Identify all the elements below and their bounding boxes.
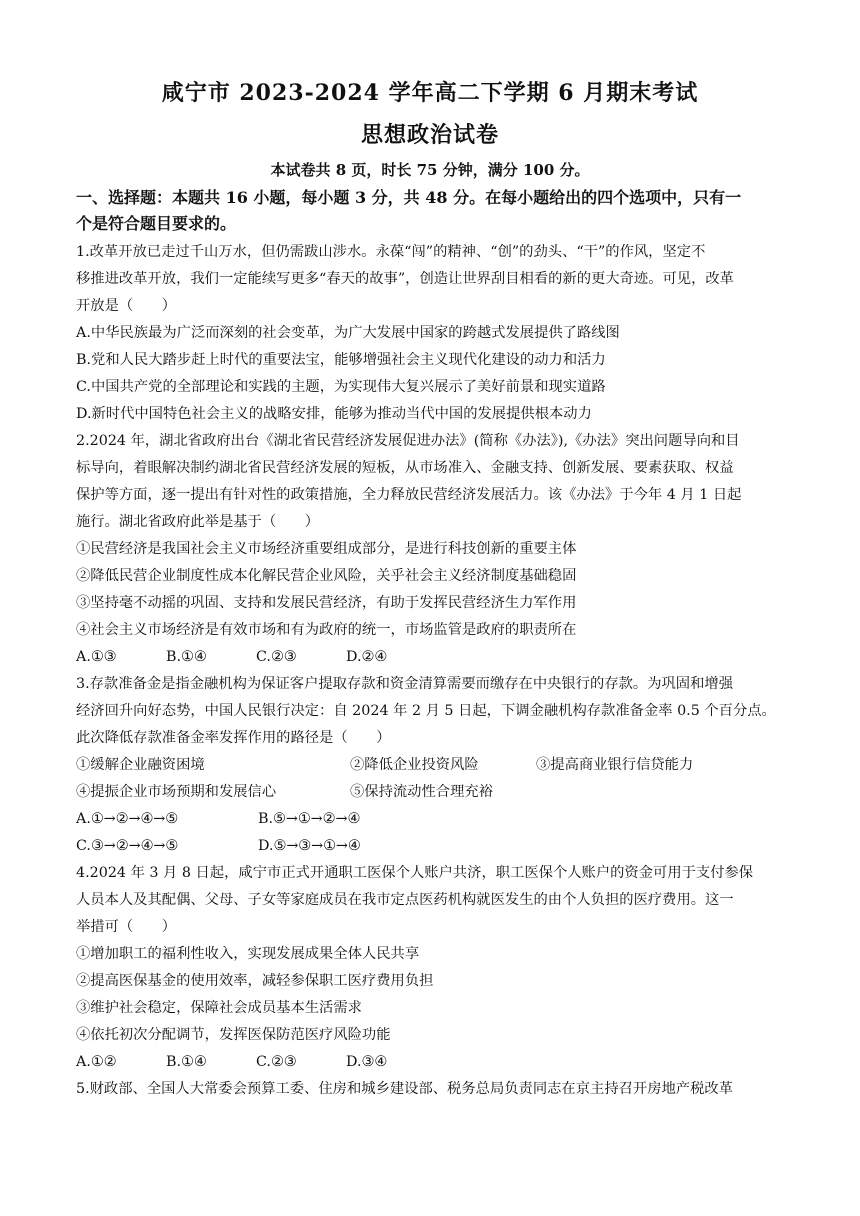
choice-c: C.②③ xyxy=(256,1054,297,1070)
question-4-stem: 人员本人及其配偶、父母、子女等家庭成员在我市定点医药机构就医发生的由个人负担的医疗费用。这一 xyxy=(76,892,734,908)
question-4-stem: 举措可（ ） xyxy=(76,919,177,935)
choice-c: C.②③ xyxy=(256,649,297,665)
question-2-stem: 保护等方面，逐一提出有针对性的政策措施，全力释放民营经济发展活力。该《办法》于今年 4 月 1 日起 xyxy=(76,487,742,503)
section-heading-line: 一、选择题：本题共 16 小题，每小题 3 分，共 48 分。在每小题给出的四个选项中，只有一 xyxy=(76,188,742,207)
choice-b: B.①④ xyxy=(166,1054,207,1070)
question-5-stem: 5.财政部、全国人大常委会预算工委、住房和城乡建设部、税务总局负责同志在京主持召开房地产税改革 xyxy=(76,1081,733,1097)
question-2-stem: 施行。湖北省政府此举是基于（ ） xyxy=(76,514,320,530)
exam-title: 咸宁市 2023-2024 学年高二下学期 6 月期末考试 xyxy=(161,80,699,106)
question-4-item: ①增加职工的福利性收入，实现发展成果全体人民共享 xyxy=(76,946,420,962)
section-heading-line: 个是符合题目要求的。 xyxy=(76,214,237,233)
question-3-item: ④提振企业市场预期和发展信心 xyxy=(76,784,277,800)
choice-a: A.①② xyxy=(76,1054,117,1070)
choice-d: D.⑤→③→①→④ xyxy=(258,838,361,854)
question-3-choices-row xyxy=(76,833,788,860)
question-3-item: ③提高商业银行信贷能力 xyxy=(536,757,694,773)
question-1-option-c: C.中国共产党的全部理论和实践的主题，为实现伟大复兴展示了美好前景和现实道路 xyxy=(76,379,606,395)
choice-a: A.①③ xyxy=(76,649,117,665)
question-4-stem: 4.2024 年 3 月 8 日起，咸宁市正式开通职工医保个人账户共济，职工医保个人账户的资金可用于支付参保 xyxy=(76,865,754,881)
question-2-choices xyxy=(76,644,788,671)
question-2-item: ①民营经济是我国社会主义市场经济重要组成部分，是进行科技创新的重要主体 xyxy=(76,541,577,557)
question-3-stem: 此次降低存款准备金率发挥作用的路径是（ ） xyxy=(76,730,391,746)
choice-a: A.①→②→④→⑤ xyxy=(76,811,179,827)
question-1-option-a: A.中华民族最为广泛而深刻的社会变革，为广大发展中国家的跨越式发展提供了路线图 xyxy=(76,325,620,341)
question-3-stem: 经济回升向好态势，中国人民银行决定：自 2024 年 2 月 5 日起，下调金融机构存款准备金率 0.5 个百分点。 xyxy=(76,703,776,719)
choice-b: B.⑤→①→②→④ xyxy=(258,811,361,827)
question-4-choices xyxy=(76,1049,788,1076)
question-3-item: ②降低企业投资风险 xyxy=(350,757,479,773)
question-3-items-row xyxy=(76,779,788,806)
question-3-items-row xyxy=(76,752,788,779)
question-2-item: ③坚持毫不动摇的巩固、支持和发展民营经济，有助于发挥民营经济生力军作用 xyxy=(76,595,577,611)
question-3-item: ⑤保持流动性合理充裕 xyxy=(350,784,493,800)
exam-subtitle: 思想政治试卷 xyxy=(360,122,499,148)
question-1-stem: 1.改革开放已走过千山万水，但仍需跋山涉水。永葆“闯”的精神、“创”的劲头、“干”的作风，坚定不 xyxy=(76,244,706,260)
section-heading xyxy=(76,185,788,237)
question-4-item: ④依托初次分配调节，发挥医保防范医疗风险功能 xyxy=(76,1027,391,1043)
question-1-option-b: B.党和人民大踏步赶上时代的重要法宝，能够增强社会主义现代化建设的动力和活力 xyxy=(76,352,606,368)
question-2-item: ②降低民营企业制度性成本化解民营企业风险，关乎社会主义经济制度基础稳固 xyxy=(76,568,577,584)
question-list xyxy=(76,239,788,1103)
question-3-item: ①缓解企业融资困境 xyxy=(76,757,205,773)
question-2-stem: 标导向，着眼解决制约湖北省民营经济发展的短板，从市场准入、金融支持、创新发展、要素获取、权益 xyxy=(76,460,734,476)
question-1-stem: 开放是（ ） xyxy=(76,298,177,314)
question-1-option-d: D.新时代中国特色社会主义的战略安排，能够为推动当代中国的发展提供根本动力 xyxy=(76,406,592,422)
exam-info: 本试卷共 8 页，时长 75 分钟，满分 100 分。 xyxy=(270,161,590,179)
question-2-stem: 2.2024 年，湖北省政府出台《湖北省民营经济发展促进办法》(简称《办法》),《办法》突出问题导向和目 xyxy=(76,433,740,449)
choice-c: C.③→②→④→⑤ xyxy=(76,838,179,854)
question-3-choices-row xyxy=(76,806,788,833)
question-4-item: ③维护社会稳定，保障社会成员基本生活需求 xyxy=(76,1000,362,1016)
question-2-item: ④社会主义市场经济是有效市场和有为政府的统一，市场监管是政府的职责所在 xyxy=(76,622,577,638)
question-1-stem: 移推进改革开放，我们一定能续写更多“春天的故事”，创造让世界刮目相看的新的更大奇迹。可见，改革 xyxy=(76,271,734,287)
choice-d: D.②④ xyxy=(346,649,388,665)
choice-b: B.①④ xyxy=(166,649,207,665)
choice-d: D.③④ xyxy=(346,1054,388,1070)
question-3-stem: 3.存款准备金是指金融机构为保证客户提取存款和资金清算需要而缴存在中央银行的存款。为巩固和增强 xyxy=(76,676,733,692)
question-4-item: ②提高医保基金的使用效率，减轻参保职工医疗费用负担 xyxy=(76,973,434,989)
